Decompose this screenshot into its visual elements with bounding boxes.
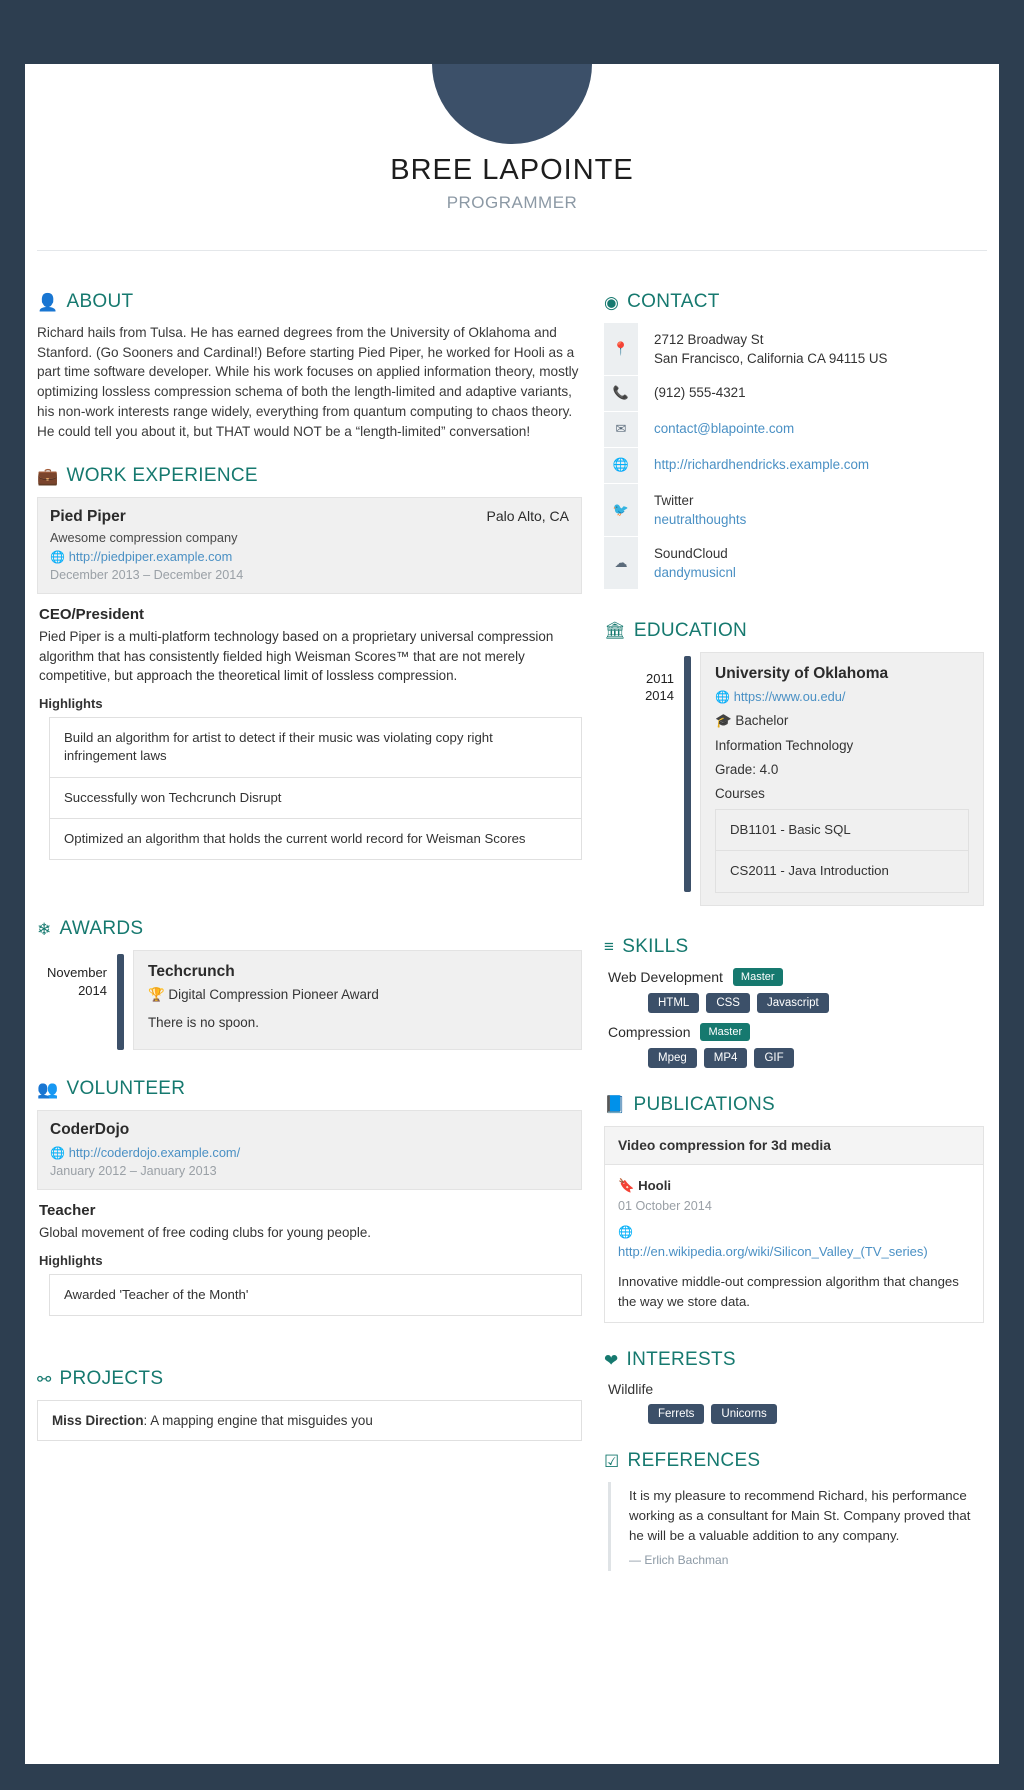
trophy-icon: 🏆 <box>148 987 165 1003</box>
skill-keywords <box>648 1048 984 1068</box>
section-title: CONTACT <box>627 291 720 312</box>
volunteer-position: Teacher <box>39 1202 96 1220</box>
section-references <box>604 1450 984 1472</box>
avatar <box>432 64 592 144</box>
work-position: CEO/President <box>39 606 145 624</box>
contact-list <box>604 323 984 590</box>
skill-name: Web Development <box>608 968 723 985</box>
timeline-bar <box>107 950 133 1050</box>
reference-item <box>608 1482 984 1571</box>
work-highlights <box>49 717 582 861</box>
email-link[interactable]: contact@blapointe.com <box>654 420 795 436</box>
section-awards <box>37 918 582 940</box>
tag: Unicorns <box>711 1404 776 1424</box>
soundcloud-link[interactable]: dandymusicnl <box>654 565 736 581</box>
skills-list <box>604 968 984 1068</box>
skill-keywords <box>648 993 984 1013</box>
volunteer-highlights-label: Highlights <box>39 1252 103 1268</box>
globe-icon: 🌐 <box>618 1225 633 1240</box>
address-line2: San Francisco, California CA 94115 US <box>654 351 888 367</box>
section-about <box>37 291 582 313</box>
map-pin-icon: 📍 <box>604 323 638 376</box>
target-icon: ◉ <box>604 292 620 312</box>
list-item: DB1101 - Basic SQL <box>716 810 968 851</box>
book-icon: 📘 <box>604 1095 626 1115</box>
project-description: : A mapping engine that misguides you <box>143 1413 373 1429</box>
list-item: CS2011 - Java Introduction <box>730 863 889 879</box>
tag: CSS <box>706 993 750 1013</box>
education-url-link[interactable]: https://www.ou.edu/ <box>733 688 846 704</box>
briefcase-icon: 💼 <box>37 466 59 486</box>
award-icon: ❄ <box>37 919 52 939</box>
education-date: 2011 2014 <box>645 670 674 704</box>
contact-twitter-row <box>604 484 984 537</box>
publication-summary: Innovative middle-out compression algorithm that changes the way we store data. <box>618 1273 959 1309</box>
work-highlights-label: Highlights <box>39 695 103 711</box>
section-work <box>37 465 582 487</box>
phone-value: (912) 555-4321 <box>654 384 746 400</box>
volunteer-highlights <box>49 1274 582 1316</box>
section-title: INTERESTS <box>626 1349 736 1371</box>
skill-level-badge: Master <box>700 1023 750 1041</box>
contact-email-row <box>604 412 984 448</box>
skill-name: Compression <box>608 1023 691 1040</box>
list-item: Optimized an algorithm that holds the current world record for Weisman Scores <box>64 830 526 846</box>
work-location: Palo Alto, CA <box>486 508 569 525</box>
volunteer-dates: January 2012 – January 2013 <box>50 1164 217 1179</box>
job-role: PROGRAMMER <box>446 193 578 212</box>
envelope-icon: ✉ <box>604 412 638 448</box>
graduation-cap-icon: 🎓 <box>715 712 732 728</box>
branch-icon: ⚯ <box>37 1369 52 1389</box>
skill-item <box>608 1023 984 1041</box>
volunteer-website-link[interactable]: http://coderdojo.example.com/ <box>68 1145 241 1161</box>
section-title: ABOUT <box>66 291 134 312</box>
tag: Ferrets <box>648 1404 704 1424</box>
section-title: WORK EXPERIENCE <box>66 465 258 487</box>
cloud-icon: ☁ <box>604 537 638 590</box>
skill-level-badge: Master <box>733 968 783 986</box>
website-link[interactable]: http://richardhendricks.example.com <box>654 456 870 472</box>
education-institution: University of Oklahoma <box>715 664 889 682</box>
list-item: Build an algorithm for artist to detect if their music was violating copy right infringement laws <box>50 718 581 778</box>
about-text: Richard hails from Tulsa. He has earned degrees from the University of Oklahoma and Stanford. (Go Sooners and Cardinal!) Before starting Pied Piper, he worked for Hooli as a part time software developer. While his work focuses on applied information theory, mostly optimizing lossless compression schema of both the length-limited and adaptive variants, his non-work interests range widely, everything from quantum computing to chaos theory. He could tell you about it, but THAT would NOT be a “length-limited” conversation! <box>37 325 579 439</box>
award-summary: There is no spoon. <box>148 1015 259 1031</box>
publication-date: 01 October 2014 <box>618 1199 712 1214</box>
interest-keywords <box>648 1404 984 1424</box>
publication-name: Video compression for 3d media <box>605 1127 983 1165</box>
section-volunteer <box>37 1078 582 1100</box>
award-body <box>133 950 582 1050</box>
skill-item <box>608 968 984 986</box>
tag: MP4 <box>704 1048 748 1068</box>
project-name: Miss Direction <box>52 1413 144 1429</box>
publication-website-link[interactable]: http://en.wikipedia.org/wiki/Silicon_Valley_(TV_series) <box>618 1244 928 1260</box>
section-projects <box>37 1368 582 1390</box>
left-column <box>37 267 582 1571</box>
resume-page <box>25 64 999 1764</box>
tag: Javascript <box>757 993 829 1013</box>
education-timeline <box>604 652 984 906</box>
contact-soundcloud-row <box>604 537 984 590</box>
bank-icon: 🏛 <box>604 621 626 641</box>
project-item <box>37 1400 582 1441</box>
award-title: Digital Compression Pioneer Award <box>168 987 379 1003</box>
education-area: Information Technology <box>715 737 854 753</box>
education-studytype: 🎓 Bachelor <box>715 712 789 728</box>
publication-publisher: Hooli <box>638 1177 672 1193</box>
volunteer-summary: Global movement of free coding clubs for young people. <box>39 1225 371 1241</box>
right-column <box>604 267 984 1571</box>
list-icon: ≡ <box>604 937 615 957</box>
contact-website-row <box>604 448 984 484</box>
section-title: AWARDS <box>59 918 144 940</box>
tag: Mpeg <box>648 1048 697 1068</box>
section-title: PUBLICATIONS <box>633 1093 776 1115</box>
awards-timeline <box>37 950 582 1050</box>
person-icon: 👤 <box>37 292 59 312</box>
section-contact <box>604 291 984 313</box>
globe-icon: 🌐 <box>715 689 730 704</box>
page-title: BREE LAPOINTE <box>390 154 634 186</box>
globe-icon: 🌐 <box>50 1146 65 1161</box>
award-date: November 2014 <box>47 965 107 999</box>
publication-item <box>604 1126 984 1324</box>
globe-icon: 🌐 <box>50 550 65 565</box>
work-dates: December 2013 – December 2014 <box>50 568 244 583</box>
twitter-label: Twitter <box>654 492 694 508</box>
section-title: PROJECTS <box>59 1368 164 1390</box>
work-company: Pied Piper <box>50 508 126 526</box>
interest-name: Wildlife <box>608 1381 654 1398</box>
timeline-bar <box>674 652 700 906</box>
reference-author: — Erlich Bachman <box>629 1553 729 1568</box>
content-columns <box>25 251 999 1571</box>
tag: HTML <box>648 993 699 1013</box>
list-item: Successfully won Techcrunch Disrupt <box>50 778 581 819</box>
work-description: Pied Piper is a multi-platform technology based on a proprietary universal compression algorithm that has consistently fielded high Weisman Scores™ that are not merely competitive, but approach the theoretical limit of lossless compression. <box>39 629 554 684</box>
section-skills <box>604 936 984 958</box>
section-title: EDUCATION <box>633 619 748 641</box>
volunteer-organization: CoderDojo <box>50 1121 130 1139</box>
people-icon: 👥 <box>37 1079 59 1099</box>
tag: GIF <box>754 1048 793 1068</box>
education-courses-label: Courses <box>715 785 765 801</box>
contact-address-row <box>604 323 984 376</box>
section-title: REFERENCES <box>627 1450 761 1472</box>
check-square-icon: ☑ <box>604 1451 620 1471</box>
section-education <box>604 620 984 642</box>
bookmark-icon: 🔖 <box>618 1177 635 1193</box>
contact-phone-row <box>604 376 984 412</box>
list-item: Awarded 'Teacher of the Month' <box>64 1286 249 1302</box>
work-summary: Awesome compression company <box>50 530 238 546</box>
twitter-icon: 🐦 <box>604 484 638 537</box>
education-grade: Grade: 4.0 <box>715 761 779 777</box>
award-awarder: Techcrunch <box>148 963 235 981</box>
volunteer-header <box>37 1110 582 1190</box>
work-header <box>37 497 582 594</box>
globe-icon: 🌐 <box>604 448 638 484</box>
address-line1: 2712 Broadway St <box>654 332 764 347</box>
section-title: VOLUNTEER <box>66 1078 186 1100</box>
section-publications <box>604 1094 984 1116</box>
phone-icon: 📞 <box>604 376 638 412</box>
resume-header <box>25 64 999 224</box>
twitter-link[interactable]: neutralthoughts <box>654 512 747 528</box>
soundcloud-label: SoundCloud <box>654 545 728 561</box>
reference-text: It is my pleasure to recommend Richard, his performance working as a consultant for Main St. Company proved that he will be a valuable addition to any company. <box>629 1488 971 1543</box>
heart-icon: ❤ <box>604 1350 619 1370</box>
education-courses <box>715 809 969 893</box>
education-body <box>700 652 984 906</box>
section-title: SKILLS <box>622 935 689 957</box>
work-website-link[interactable]: http://piedpiper.example.com <box>68 549 233 565</box>
section-interests <box>604 1349 984 1371</box>
